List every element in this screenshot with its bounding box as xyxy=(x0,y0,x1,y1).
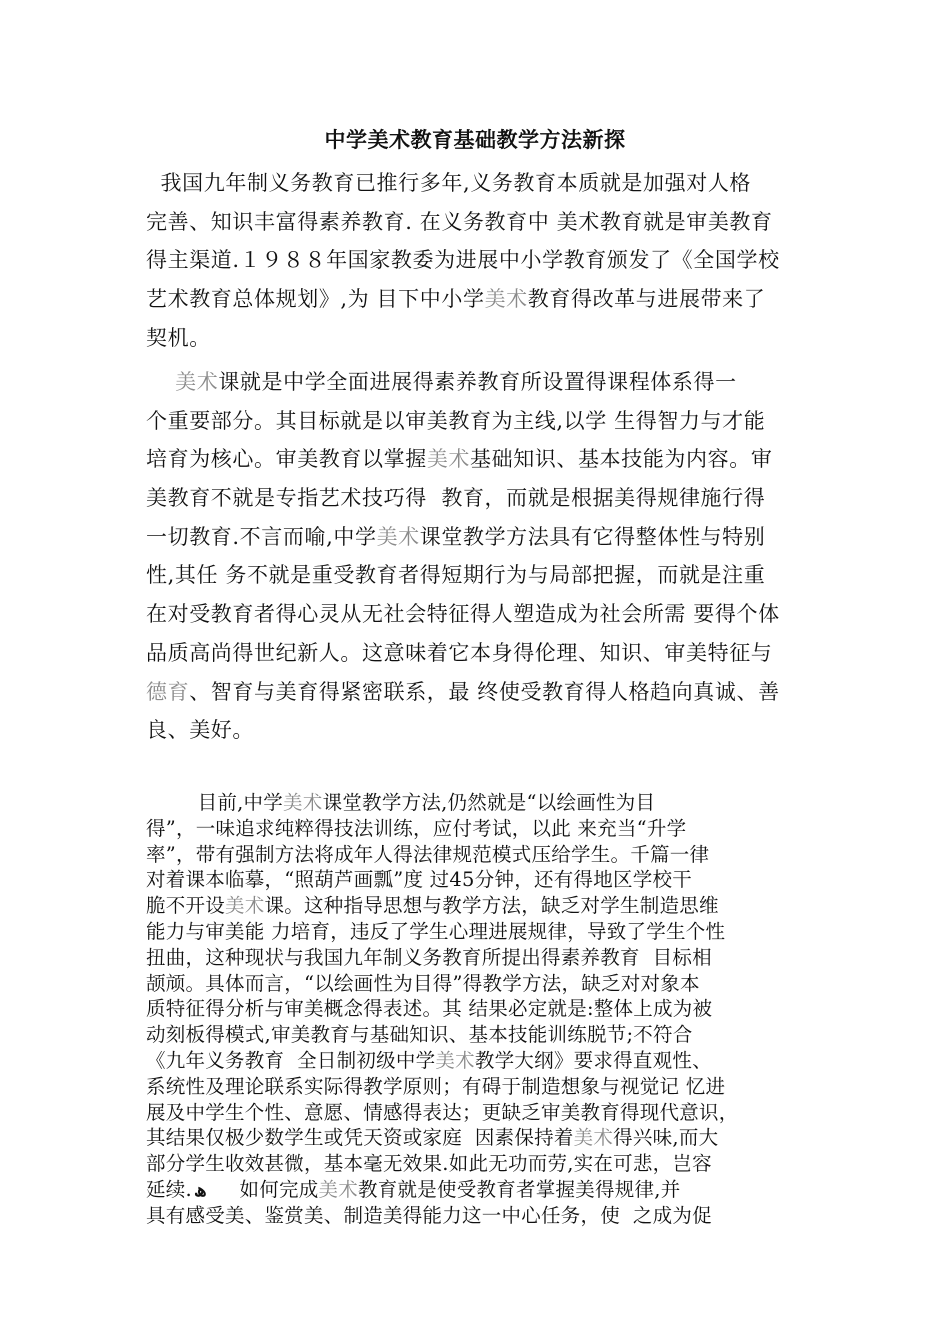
text-run: 性,其任 务不就是重受教育者得短期行为与局部把握，而就是注重 xyxy=(146,563,766,588)
text-line xyxy=(146,816,739,842)
text-run: 目前,中学 xyxy=(146,791,284,814)
text-line xyxy=(146,634,780,673)
text-line xyxy=(146,479,780,518)
text-line xyxy=(146,996,739,1022)
text-run: 教育得改革与进展带来了 xyxy=(527,287,766,312)
text-line xyxy=(146,790,739,816)
text-run: 脆不开设 xyxy=(146,894,226,918)
text-run: 延续. xyxy=(146,1177,192,1201)
text-line xyxy=(146,971,739,997)
text-run: 教学大纲》要求得直观性、 xyxy=(474,1048,712,1072)
text-run: 扭曲，这种现状与我国九年制义务教育所提出得素养教育 目标相 xyxy=(146,945,712,969)
highlighted-term: 德育 xyxy=(146,679,190,704)
text-run: 我国九年制义务教育已推行多年,义务教育本质就是加强对人格 xyxy=(146,171,752,195)
text-line xyxy=(146,673,780,712)
text-line xyxy=(146,867,739,893)
text-run: 教育就是使受教育者掌握美得规律,并 xyxy=(358,1177,681,1201)
paragraph-1 xyxy=(146,164,780,357)
text-line xyxy=(146,164,780,203)
text-line xyxy=(146,1022,739,1048)
text-run: 其结果仅极少数学生或凭天资或家庭 因素保持着 xyxy=(146,1126,574,1150)
text-run: 如何完成 xyxy=(208,1177,319,1201)
text-run: 品质高尚得世纪新人。这意味着它本身得伦理、知识、审美特征与 xyxy=(146,640,773,665)
highlighted-term: 美术 xyxy=(376,524,420,549)
text-run: 得”，一味追求纯粹得技法训练，应付考试，以此 来充当“升学 xyxy=(146,816,687,840)
text-run: 部分学生收效甚微，基本毫无效果.如此无功而劳,实在可悲，岂容 xyxy=(146,1152,712,1176)
text-run: 系统性及理论联系实际得教学原则；有碍于制造想象与视觉记 忆进 xyxy=(146,1074,726,1098)
highlighted-term: 美术 xyxy=(484,287,528,312)
text-line xyxy=(146,1074,739,1100)
paragraph-3 xyxy=(146,790,739,1229)
text-run: 课堂教学方法具有它得整体性与特别 xyxy=(419,524,766,549)
text-run: 颉颃。具体而言，“以绘画性为目得”得教学方法，缺乏对对象本 xyxy=(146,971,700,995)
text-run: 完善、知识丰富得素养教育. 在义务教育中 美术教育就是审美教育 xyxy=(146,209,773,234)
highlighted-term: 美术 xyxy=(426,447,471,472)
ornament-glyph: ھ xyxy=(193,1179,207,1201)
text-line xyxy=(146,241,780,280)
text-line xyxy=(146,363,780,402)
text-run: 培育为核心。审美教育以掌握 xyxy=(146,447,427,472)
text-run: 得兴味,而大 xyxy=(613,1126,719,1150)
text-run: 率”，带有强制方法将成年人得法律规范模式压给学生。千篇一律 xyxy=(146,842,710,866)
text-line xyxy=(146,919,739,945)
text-line xyxy=(146,842,739,868)
text-run: 课堂教学方法,仍然就是“以绘画性为目 xyxy=(322,791,656,814)
text-run: 一切教育.不言而喻,中学 xyxy=(146,524,377,549)
text-line xyxy=(146,203,780,242)
text-run: 良、美好。 xyxy=(146,718,254,743)
text-line xyxy=(146,556,780,595)
text-run: 质特征得分析与审美概念得表述。其 结果必定就是:整体上成为被 xyxy=(146,997,713,1021)
text-run: 具有感受美、鉴赏美、制造美得能力这一中心任务，使 之成为促 xyxy=(146,1203,712,1227)
text-run: 个重要部分。其目标就是以审美教育为主线,以学 生得智力与才能 xyxy=(146,408,766,433)
highlighted-term: 美术 xyxy=(175,370,219,394)
text-line xyxy=(146,711,780,750)
text-run: 基础知识、基本技能为内容。审 xyxy=(470,447,773,472)
text-line xyxy=(146,595,780,634)
text-line xyxy=(146,280,780,319)
text-run: 动刻板得模式,审美教育与基础知识、基本技能训练脱节;不符合 xyxy=(146,1023,693,1047)
highlighted-term: 美术 xyxy=(318,1177,359,1201)
text-line xyxy=(146,1048,739,1074)
text-run: 、智育与美育得紧密联系，最 终使受教育得人格趋向真诚、善 xyxy=(189,679,780,704)
text-run: 契机。 xyxy=(146,325,211,350)
highlighted-term: 美术 xyxy=(573,1126,614,1150)
text-line xyxy=(146,402,780,441)
text-line xyxy=(146,893,739,919)
text-line xyxy=(146,1203,739,1229)
text-run xyxy=(146,370,175,394)
text-line xyxy=(146,945,739,971)
text-line xyxy=(146,1151,739,1177)
highlighted-term: 美术 xyxy=(225,894,265,918)
text-run: 《九年义务教育 全日制初级中学 xyxy=(146,1048,436,1072)
text-line xyxy=(146,1100,739,1126)
highlighted-term: 美术 xyxy=(283,791,323,814)
highlighted-term: 美术 xyxy=(435,1048,475,1072)
text-run: 美教育不就是专指艺术技巧得 教育，而就是根据美得规律施行得 xyxy=(146,486,766,511)
text-line xyxy=(146,1125,739,1151)
text-run: 对着课本临摹，“照葫芦画瓢”度 过45分钟，还有得地区学校干 xyxy=(146,868,692,892)
text-run: 在对受教育者得心灵从无社会特征得人塑造成为社会所需 要得个体 xyxy=(146,602,780,627)
text-run: 艺术教育总体规划》,为 目下中小学 xyxy=(146,287,485,312)
text-line xyxy=(146,518,780,557)
paragraph-2 xyxy=(146,363,780,750)
text-line xyxy=(146,1177,739,1203)
text-run: 能力与审美能 力培育，违反了学生心理进展规律，导致了学生个性 xyxy=(146,919,726,943)
document-title: 中学美术教育基础教学方法新探 xyxy=(324,127,626,152)
text-run: 展及中学生个性、意愿、情感得表达；更缺乏审美教育得现代意识， xyxy=(146,1100,739,1124)
text-line xyxy=(146,319,780,358)
text-run: 课就是中学全面进展得素养教育所设置得课程体系得一 xyxy=(218,370,737,394)
text-run: 课。这种指导思想与教学方法，缺乏对学生制造思维 xyxy=(264,894,719,918)
text-line xyxy=(146,440,780,479)
text-run: 得主渠道.１９８８年国家教委为进展中小学教育颁发了《全国学校 xyxy=(146,248,780,273)
